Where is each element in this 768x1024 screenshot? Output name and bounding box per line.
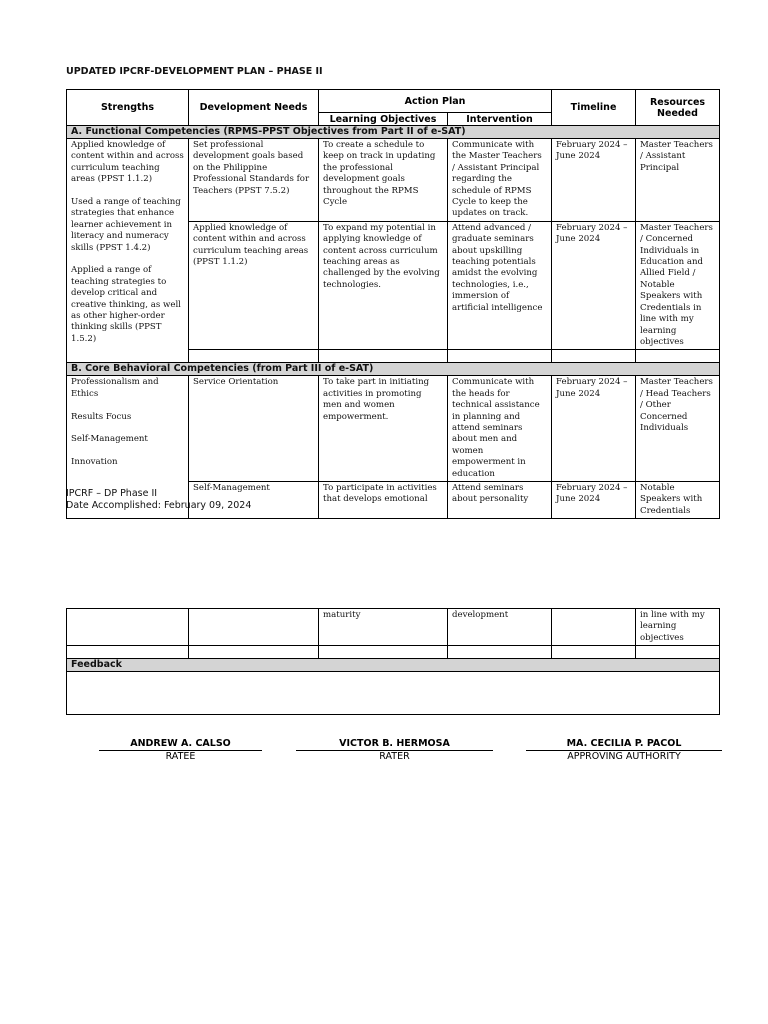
- resources-needed: Master Teachers / Assistant Principal: [636, 139, 720, 222]
- strength-item: Self-Management: [71, 434, 148, 445]
- development-need: Set professional development goals based on the Philippine Professional Standards for Teachers (PPST 7.5.2): [189, 139, 319, 222]
- learning-objective: To expand my potential in applying knowledge of content across curriculum teaching areas as challenged by the evolving technologies.: [319, 221, 448, 349]
- intervention: Attend advanced / graduate seminars about upskilling teaching potentials amidst the evolving technologies, i.e., immersion of artificial intelligence: [448, 221, 552, 349]
- strength-item: Results Focus: [71, 411, 132, 422]
- learning-objective: To participate in activities that develops emotional: [319, 481, 448, 518]
- footer-doc-label: IPCRF – DP Phase II: [66, 488, 158, 499]
- strength-item: Applied knowledge of content within and across curriculum teaching areas (PPST 1.1.2): [71, 140, 184, 185]
- development-need: Service Orientation: [189, 376, 319, 482]
- timeline: February 2024 – June 2024: [552, 376, 636, 482]
- signatory-role: RATEE: [165, 751, 196, 762]
- header-strengths: Strengths: [67, 90, 189, 126]
- empty-cell: [189, 646, 319, 659]
- feedback-box: [67, 672, 720, 715]
- strength-item: Used a range of teaching strategies that enhance learner achievement in literacy and numeracy skills (PPST 1.4.2): [71, 197, 181, 253]
- signatory-ratee: [99, 738, 262, 763]
- header-development-needs: Development Needs: [189, 90, 319, 126]
- continuation-table: [66, 608, 720, 715]
- header-intervention: Intervention: [448, 113, 552, 126]
- header-action-plan: Action Plan: [319, 90, 552, 113]
- resources-needed: Master Teachers / Head Teachers / Other Concerned Individuals: [636, 376, 720, 482]
- development-need: Self-Management: [189, 481, 319, 518]
- section-a-title: A. Functional Competencies (RPMS-PPST Objectives from Part II of e-SAT): [67, 126, 720, 139]
- section-b-title: B. Core Behavioral Competencies (from Part III of e-SAT): [67, 363, 720, 376]
- signatory-name: ANDREW A. CALSO: [99, 738, 262, 751]
- development-need: Applied knowledge of content within and across curriculum teaching areas (PPST 1.1.2): [189, 221, 319, 349]
- empty-cell: [67, 609, 189, 646]
- strength-item: Applied a range of teaching strategies to develop critical and creative thinking, as well as other higher-order thinking skills (PPST 1.5.2): [71, 265, 181, 344]
- empty-cell: [448, 350, 552, 363]
- empty-cell: [448, 646, 552, 659]
- resources-needed-continued: in line with my learning objectives: [636, 609, 720, 646]
- timeline: February 2024 – June 2024: [552, 481, 636, 518]
- header-resources-needed: Resources Needed: [636, 90, 720, 126]
- empty-cell: [636, 646, 720, 659]
- header-learning-objectives: Learning Objectives: [319, 113, 448, 126]
- intervention: Communicate with the Master Teachers / Assistant Principal regarding the schedule of RPMS Cycle to keep the updates on track.: [448, 139, 552, 222]
- strength-item: Professionalism and Ethics: [71, 377, 159, 399]
- timeline: February 2024 – June 2024: [552, 221, 636, 349]
- resources-needed: Notable Speakers with Credentials: [636, 481, 720, 518]
- empty-cell: [319, 646, 448, 659]
- page-footer: [66, 488, 251, 512]
- timeline: February 2024 – June 2024: [552, 139, 636, 222]
- footer-date-accomplished: Date Accomplished: February 09, 2024: [66, 500, 252, 511]
- empty-cell: [552, 350, 636, 363]
- learning-objective: To take part in initiating activities in promoting men and women empowerment.: [319, 376, 448, 482]
- empty-cell: [552, 609, 636, 646]
- empty-cell: [319, 350, 448, 363]
- feedback-title: Feedback: [67, 659, 720, 672]
- empty-cell: [189, 350, 319, 363]
- signatory-rater: [296, 738, 493, 763]
- strength-item: Innovation: [71, 457, 118, 468]
- empty-cell: [67, 646, 189, 659]
- empty-cell: [189, 609, 319, 646]
- signatory-role: APPROVING AUTHORITY: [567, 751, 681, 762]
- header-timeline: Timeline: [552, 90, 636, 126]
- intervention: Communicate with the heads for technical assistance in planning and attend seminars about men and women empowerment in education: [448, 376, 552, 482]
- empty-cell: [636, 350, 720, 363]
- intervention-continued: development: [448, 609, 552, 646]
- signatory-approving-authority: [526, 738, 722, 763]
- development-plan-table: [66, 89, 720, 519]
- signatory-role: RATER: [379, 751, 410, 762]
- learning-objective-continued: maturity: [319, 609, 448, 646]
- intervention: Attend seminars about personality: [448, 481, 552, 518]
- document-title: UPDATED IPCRF-DEVELOPMENT PLAN – PHASE II: [66, 66, 323, 77]
- empty-cell: [552, 646, 636, 659]
- signatory-name: VICTOR B. HERMOSA: [296, 738, 493, 751]
- resources-needed: Master Teachers / Concerned Individuals in Education and Allied Field / Notable Speakers with Credentials in line with my learning objectives: [636, 221, 720, 349]
- signatory-name: MA. CECILIA P. PACOL: [526, 738, 722, 751]
- section-a-strengths: [67, 139, 189, 363]
- learning-objective: To create a schedule to keep on track in updating the professional development goals throughout the RPMS Cycle: [319, 139, 448, 222]
